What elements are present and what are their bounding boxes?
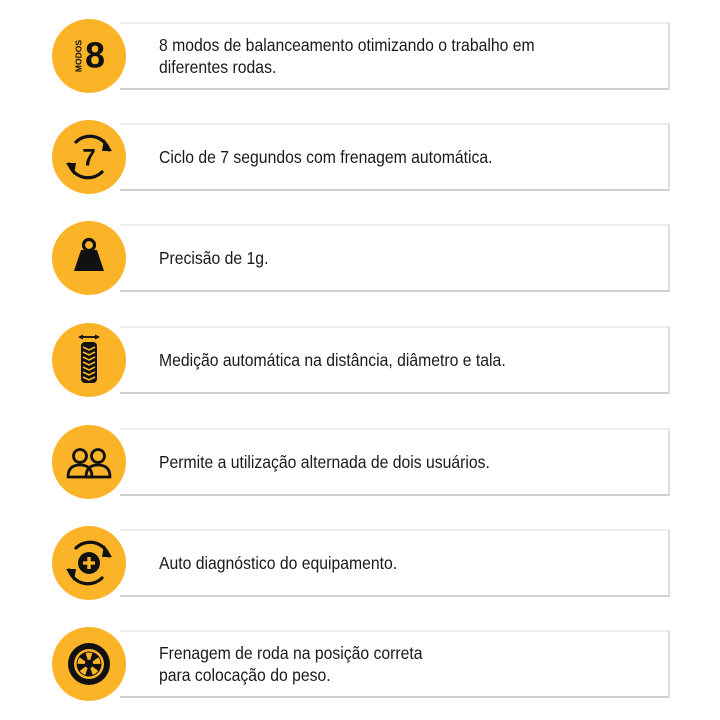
modos-number: 8 [84,34,106,76]
feature-item-cycle [52,123,672,193]
feature-card [120,22,670,90]
feature-card [120,123,670,191]
modos-8-icon [52,19,126,93]
feature-card [120,428,670,496]
feature-text [159,430,605,494]
feature-card [120,630,670,698]
feature-item-measurement [52,326,672,396]
feature-text-line: Ciclo de 7 segundos com frenagem automática. [159,147,493,167]
two-users-icon [52,425,126,499]
wheel-icon [52,627,126,701]
feature-text-line: 8 modos de balanceamento otimizando o trabalho em [159,35,535,55]
feature-text-line: Precisão de 1g. [159,248,269,268]
feature-item-users [52,428,672,498]
feature-text [159,226,605,290]
tire-measure-icon [52,323,126,397]
feature-text-line: diferentes rodas. [159,57,277,77]
feature-text-line: Permite a utilização alternada de dois usuários. [159,452,490,472]
feature-text-line: Auto diagnóstico do equipamento. [159,553,398,573]
cycle-number: 7 [82,144,96,172]
feature-card [120,224,670,292]
weight-icon [52,221,126,295]
feature-text [159,24,605,88]
feature-item-modes [52,22,672,92]
feature-item-diagnostic [52,529,672,599]
cycle-7-icon [52,120,126,194]
feature-text [159,531,605,595]
auto-diagnostic-icon [52,526,126,600]
feature-text [159,125,605,189]
feature-text [159,632,605,696]
feature-card [120,326,670,394]
feature-text-line: Frenagem de roda na posição correta [159,643,423,663]
feature-text-line: para colocação do peso. [159,665,331,685]
feature-item-wheel-braking [52,630,672,700]
feature-item-precision [52,224,672,294]
feature-text [159,328,605,392]
modos-label: MODOS [73,39,84,73]
feature-text-line: Medição automática na distância, diâmetro e tala. [159,350,506,370]
feature-card [120,529,670,597]
